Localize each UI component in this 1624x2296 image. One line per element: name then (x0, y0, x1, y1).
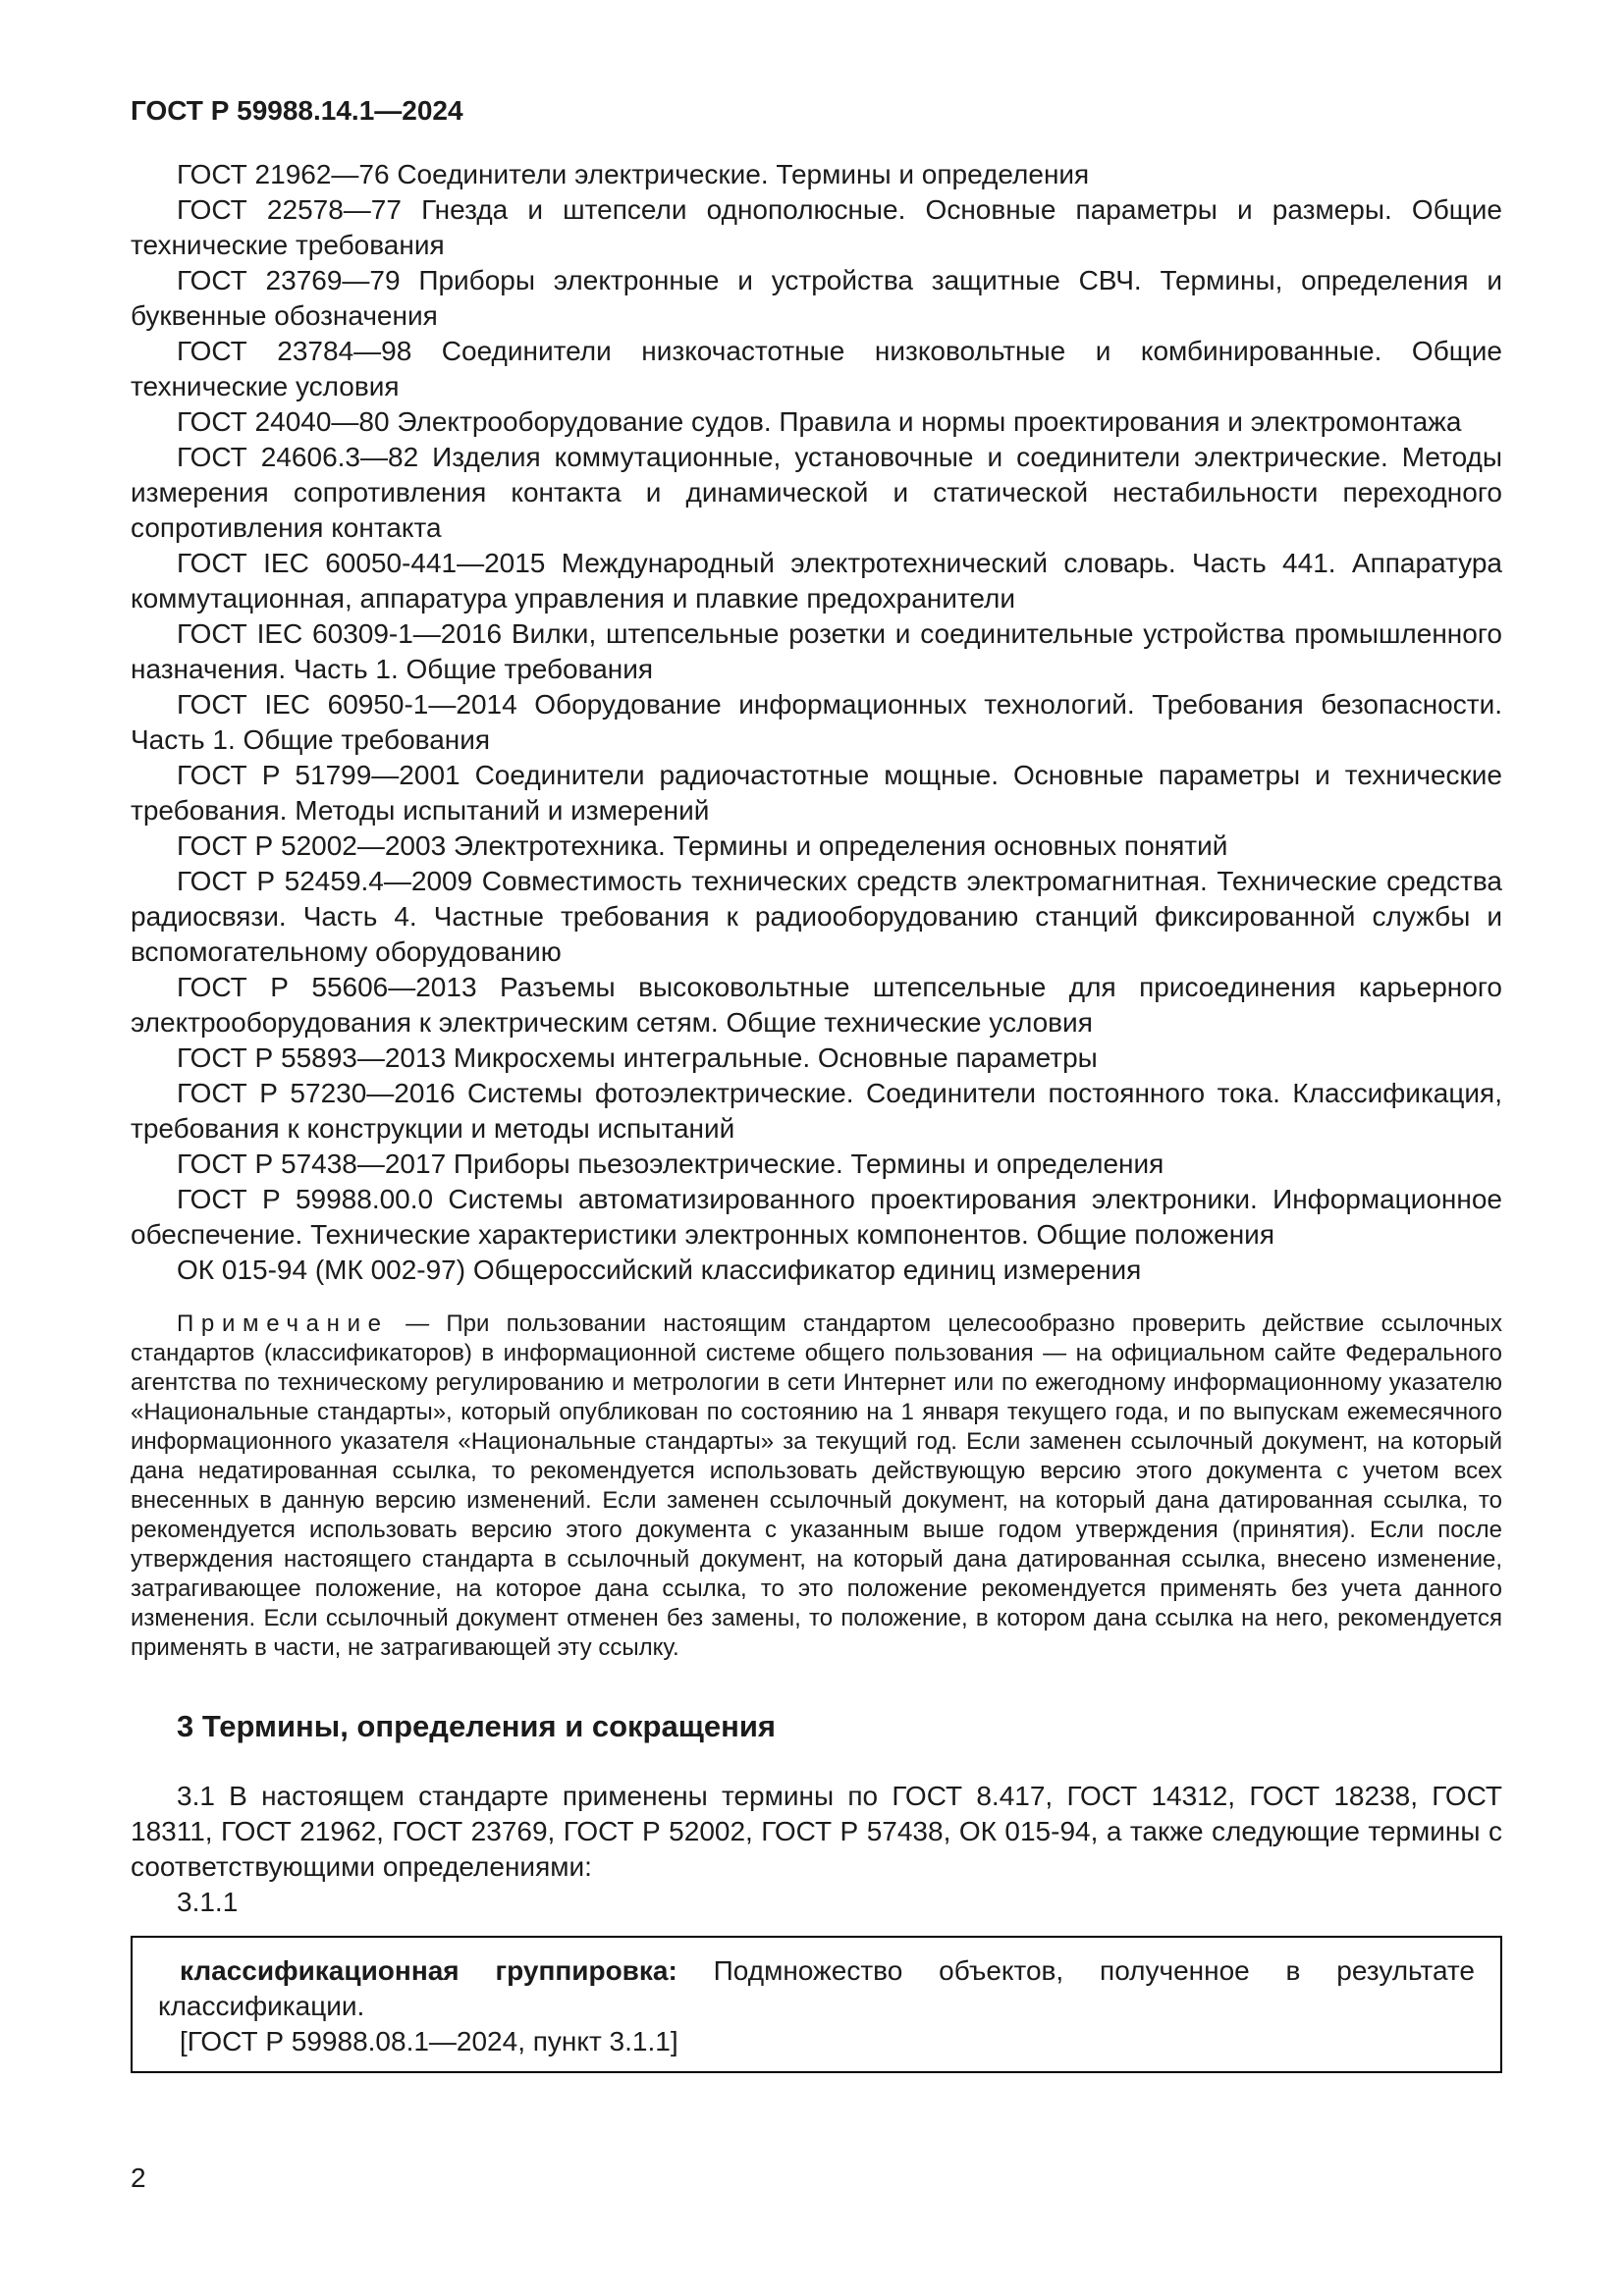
page-number: 2 (131, 2163, 146, 2193)
note-label: Примечание (177, 1310, 389, 1337)
reference-item: ГОСТ Р 55606—2013 Разъемы высоковольтные штепсельные для присоединения карьерного электрооборудования к электрическим сетям. Общие технические условия (131, 972, 1502, 1038)
definition-source: [ГОСТ Р 59988.08.1—2024, пункт 3.1.1] (180, 2026, 678, 2056)
reference-item: ГОСТ 21962—76 Соединители электрические. Термины и определения (177, 159, 1090, 189)
paragraph-3-1-1: 3.1.1 (177, 1887, 239, 1917)
reference-item: ГОСТ Р 59988.00.0 Системы автоматизированного проектирования электроники. Информационное обеспечение. Технические характеристики электронных компонентов. Общие положения (131, 1184, 1502, 1250)
reference-item: ГОСТ Р 52002—2003 Электротехника. Термины и определения основных понятий (177, 830, 1228, 861)
references-list (131, 157, 1502, 1288)
reference-item: ГОСТ Р 52459.4—2009 Совместимость технических средств электромагнитная. Технические средства радиосвязи. Часть 4. Частные требования к радиооборудованию станций фиксированной службы и вспомогательному оборудованию (131, 866, 1502, 967)
reference-item: ГОСТ IEC 60309-1—2016 Вилки, штепсельные розетки и соединительные устройства промышленного назначения. Часть 1. Общие требования (131, 618, 1502, 684)
reference-item: ГОСТ 23769—79 Приборы электронные и устройства защитные СВЧ. Термины, определения и буквенные обозначения (131, 265, 1502, 331)
reference-item: ОК 015-94 (МК 002-97) Общероссийский классификатор единиц измерения (177, 1255, 1142, 1285)
definition-text: Подмножество объектов, полученное в результате классификации. (158, 1955, 1475, 2021)
reference-item: ГОСТ IEC 60950-1—2014 Оборудование информационных технологий. Требования безопасности. Часть 1. Общие требования (131, 689, 1502, 755)
section-heading: 3 Термины, определения и сокращения (177, 1709, 776, 1743)
reference-item: ГОСТ Р 55893—2013 Микросхемы интегральные. Основные параметры (177, 1042, 1098, 1073)
note-text: — При пользовании настоящим стандартом целесообразно проверить действие ссылочных стандартов (классификаторов) в информационной системе общего пользования — на официальном сайте Федерального агентства по техническому регулированию и метрологии в сети Интернет или по ежегодному информационному указателю «Национальные стандарты», который опубликован по состоянию на 1 января текущего года, и по выпускам ежемесячного информационного указателя «Национальные стандарты» за текущий год. Если заменен ссылочный документ, на который дана недатированная ссылка, то рекомендуется использовать действующую версию этого документа с учетом всех внесенных в данную версию изменений. Если заменен ссылочный документ, на который дана датированная ссылка, то рекомендуется использовать версию этого документа с указанным выше годом утверждения (принятия). Если после утверждения настоящего стандарта в ссылочный документ, на который дана датированная ссылка, внесено изменение, затрагивающее положение, на которое дана ссылка, то это положение рекомендуется применять без учета данного изменения. Если ссылочный документ отменен без замены, то положение, в котором дана ссылка на него, рекомендуется применять в части, не затрагивающей эту ссылку. (131, 1310, 1502, 1661)
document-number-header: ГОСТ Р 59988.14.1—2024 (131, 95, 463, 126)
reference-item: ГОСТ Р 57438—2017 Приборы пьезоэлектрические. Термины и определения (177, 1148, 1164, 1179)
reference-item: ГОСТ 24606.3—82 Изделия коммутационные, установочные и соединители электрические. Методы измерения сопротивления контакта и динамической и статической нестабильности переходного сопротивления контакта (131, 442, 1502, 543)
note-paragraph (131, 1309, 1502, 1663)
reference-item: ГОСТ 23784—98 Соединители низкочастотные низковольтные и комбинированные. Общие технические условия (131, 336, 1502, 401)
definition-box (131, 1936, 1502, 2073)
reference-item: ГОСТ IEC 60050-441—2015 Международный электротехнический словарь. Часть 441. Аппаратура коммутационная, аппаратура управления и плавкие предохранители (131, 548, 1502, 614)
definition-paragraph (158, 1953, 1475, 2024)
reference-item: ГОСТ 22578—77 Гнезда и штепсели однополюсные. Основные параметры и размеры. Общие технические требования (131, 194, 1502, 260)
reference-item: ГОСТ Р 57230—2016 Системы фотоэлектрические. Соединители постоянного тока. Классификация, требования к конструкции и методы испытаний (131, 1078, 1502, 1144)
reference-item: ГОСТ Р 51799—2001 Соединители радиочастотные мощные. Основные параметры и технические требования. Методы испытаний и измерений (131, 760, 1502, 826)
paragraph-3-1: 3.1 В настоящем стандарте применены термины по ГОСТ 8.417, ГОСТ 14312, ГОСТ 18238, ГОСТ 18311, ГОСТ 21962, ГОСТ 23769, ГОСТ Р 52002, ГОСТ Р 57438, ОК 015-94, а также следующие термины с соответствующими определениями: (131, 1781, 1502, 1882)
definition-term: классификационная группировка: (180, 1955, 677, 1986)
reference-item: ГОСТ 24040—80 Электрооборудование судов. Правила и нормы проектирования и электромонтажа (177, 406, 1462, 437)
